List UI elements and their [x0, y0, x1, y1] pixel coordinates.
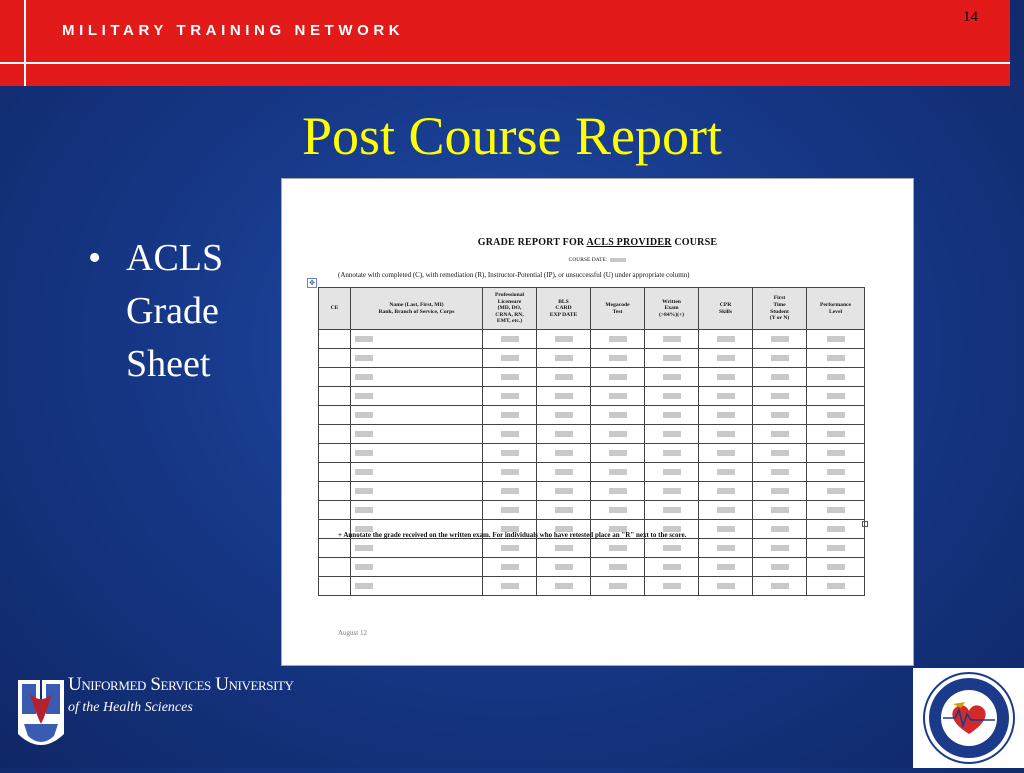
- table-cell[interactable]: [699, 425, 753, 444]
- annotation-instructions: (Annotate with completed (C), with remediation (R), Instructor-Potential (IP), or unsuccessful (U) under appropriate column): [338, 271, 690, 279]
- table-cell[interactable]: [483, 444, 537, 463]
- table-cell[interactable]: [537, 444, 591, 463]
- table-cell[interactable]: [753, 520, 807, 539]
- form-field[interactable]: [609, 488, 627, 494]
- table-row: [319, 444, 865, 463]
- form-field[interactable]: [609, 507, 627, 513]
- table-cell: [319, 368, 351, 387]
- course-date-field: [610, 258, 626, 262]
- table-cell[interactable]: [483, 387, 537, 406]
- slide-title: Post Course Report: [301, 106, 722, 166]
- table-cell[interactable]: [807, 539, 865, 558]
- table-cell[interactable]: [351, 558, 483, 577]
- table-cell[interactable]: [807, 463, 865, 482]
- table-cell[interactable]: [537, 539, 591, 558]
- table-cell[interactable]: [591, 349, 645, 368]
- table-cell: [319, 444, 351, 463]
- table-cell: [319, 349, 351, 368]
- table-cell: [319, 558, 351, 577]
- table-cell[interactable]: [483, 349, 537, 368]
- form-field[interactable]: [663, 545, 681, 551]
- column-header: CE: [319, 288, 351, 330]
- form-field[interactable]: [717, 374, 735, 380]
- heading-suffix: COURSE: [671, 237, 718, 248]
- table-cell[interactable]: [807, 368, 865, 387]
- table-cell[interactable]: [753, 482, 807, 501]
- document-footnote: + Annotate the grade received on the written exam. For individuals who have retested place an "R" next to the score.: [338, 531, 687, 539]
- form-field[interactable]: [501, 469, 519, 475]
- table-move-handle-icon[interactable]: ✥: [307, 278, 317, 288]
- form-field[interactable]: [771, 336, 789, 342]
- table-cell[interactable]: [807, 330, 865, 349]
- form-field[interactable]: [355, 564, 373, 570]
- table-cell[interactable]: [351, 444, 483, 463]
- table-cell[interactable]: [645, 425, 699, 444]
- table-cell[interactable]: [351, 539, 483, 558]
- table-cell[interactable]: [537, 482, 591, 501]
- form-field[interactable]: [717, 564, 735, 570]
- table-cell[interactable]: [645, 558, 699, 577]
- form-field[interactable]: [501, 450, 519, 456]
- table-cell[interactable]: [483, 463, 537, 482]
- table-cell[interactable]: [645, 577, 699, 596]
- table-cell[interactable]: [483, 558, 537, 577]
- form-field[interactable]: [771, 564, 789, 570]
- table-cell[interactable]: [699, 539, 753, 558]
- table-cell[interactable]: [699, 520, 753, 539]
- table-cell[interactable]: [645, 539, 699, 558]
- table-cell[interactable]: [351, 425, 483, 444]
- form-field[interactable]: [555, 431, 573, 437]
- form-field[interactable]: [827, 336, 845, 342]
- form-field[interactable]: [355, 507, 373, 513]
- table-cell[interactable]: [483, 539, 537, 558]
- form-field[interactable]: [355, 469, 373, 475]
- table-cell[interactable]: [591, 368, 645, 387]
- form-field[interactable]: [609, 336, 627, 342]
- form-field[interactable]: [663, 393, 681, 399]
- table-cell[interactable]: [483, 330, 537, 349]
- table-cell[interactable]: [351, 368, 483, 387]
- form-field[interactable]: [555, 469, 573, 475]
- table-cell[interactable]: [537, 406, 591, 425]
- form-field[interactable]: [555, 545, 573, 551]
- table-cell[interactable]: [753, 558, 807, 577]
- table-cell[interactable]: [537, 425, 591, 444]
- bullet-text: ACLS Grade Sheet: [126, 237, 224, 385]
- form-field[interactable]: [827, 469, 845, 475]
- table-cell[interactable]: [645, 501, 699, 520]
- form-field[interactable]: [827, 545, 845, 551]
- form-field[interactable]: [355, 488, 373, 494]
- form-field[interactable]: [609, 412, 627, 418]
- table-cell[interactable]: [753, 577, 807, 596]
- table-cell[interactable]: [537, 558, 591, 577]
- form-field[interactable]: [827, 393, 845, 399]
- table-cell[interactable]: [807, 520, 865, 539]
- table-cell[interactable]: [699, 558, 753, 577]
- table-cell[interactable]: [699, 482, 753, 501]
- column-header: Performance Level: [807, 288, 865, 330]
- form-field[interactable]: [501, 431, 519, 437]
- form-field[interactable]: [717, 545, 735, 551]
- form-field[interactable]: [717, 526, 735, 532]
- form-field[interactable]: [355, 583, 373, 589]
- table-cell[interactable]: [807, 577, 865, 596]
- course-date-row: [282, 257, 913, 263]
- form-field[interactable]: [555, 488, 573, 494]
- form-field[interactable]: [663, 564, 681, 570]
- table-row: [319, 463, 865, 482]
- form-field[interactable]: [771, 393, 789, 399]
- form-field[interactable]: [771, 412, 789, 418]
- form-field[interactable]: [717, 469, 735, 475]
- table-cell[interactable]: [591, 558, 645, 577]
- heading-course: ACLS PROVIDER: [586, 237, 672, 248]
- table-cell[interactable]: [483, 501, 537, 520]
- form-field[interactable]: [555, 450, 573, 456]
- table-row: [319, 482, 865, 501]
- table-cell[interactable]: [753, 463, 807, 482]
- table-cell[interactable]: [807, 444, 865, 463]
- form-field[interactable]: [609, 545, 627, 551]
- header-horizontal-rule: [0, 62, 1010, 64]
- form-field[interactable]: [771, 355, 789, 361]
- form-field[interactable]: [355, 431, 373, 437]
- table-cell[interactable]: [753, 349, 807, 368]
- table-cell[interactable]: [591, 463, 645, 482]
- table-cell[interactable]: [537, 501, 591, 520]
- form-field[interactable]: [827, 583, 845, 589]
- form-field[interactable]: [717, 412, 735, 418]
- table-cell[interactable]: [807, 387, 865, 406]
- table-cell[interactable]: [537, 577, 591, 596]
- form-field[interactable]: [663, 469, 681, 475]
- table-cell[interactable]: [537, 330, 591, 349]
- table-cell[interactable]: [753, 330, 807, 349]
- table-cell[interactable]: [807, 482, 865, 501]
- usu-shield-icon: [16, 674, 66, 754]
- form-field[interactable]: [771, 469, 789, 475]
- table-resize-handle[interactable]: [862, 521, 868, 527]
- form-field[interactable]: [609, 450, 627, 456]
- table-cell[interactable]: [351, 463, 483, 482]
- form-field[interactable]: [663, 583, 681, 589]
- grade-report-document: [281, 178, 914, 666]
- table-cell[interactable]: [351, 349, 483, 368]
- form-field[interactable]: [663, 412, 681, 418]
- table-row: [319, 406, 865, 425]
- form-field[interactable]: [827, 431, 845, 437]
- mtn-seal-logo: [913, 668, 1024, 768]
- form-field[interactable]: [555, 393, 573, 399]
- table-cell[interactable]: [537, 368, 591, 387]
- table-cell[interactable]: [591, 444, 645, 463]
- table-cell[interactable]: [591, 330, 645, 349]
- form-field[interactable]: [663, 488, 681, 494]
- form-field[interactable]: [555, 336, 573, 342]
- form-field[interactable]: [555, 564, 573, 570]
- form-field[interactable]: [501, 583, 519, 589]
- table-cell[interactable]: [699, 387, 753, 406]
- form-field[interactable]: [501, 545, 519, 551]
- form-field[interactable]: [555, 583, 573, 589]
- form-field[interactable]: [827, 450, 845, 456]
- table-cell[interactable]: [483, 577, 537, 596]
- table-cell[interactable]: [591, 501, 645, 520]
- table-row: [319, 330, 865, 349]
- table-cell[interactable]: [753, 406, 807, 425]
- table-cell[interactable]: [645, 387, 699, 406]
- table-cell[interactable]: [591, 482, 645, 501]
- form-field[interactable]: [501, 412, 519, 418]
- header-vertical-rule: [24, 0, 26, 86]
- table-cell[interactable]: [699, 577, 753, 596]
- table-body: [319, 330, 865, 596]
- table-cell[interactable]: [645, 368, 699, 387]
- table-row: [319, 539, 865, 558]
- form-field[interactable]: [771, 526, 789, 532]
- table-row: [319, 558, 865, 577]
- table-cell: [319, 501, 351, 520]
- table-cell[interactable]: [807, 425, 865, 444]
- form-field[interactable]: [501, 488, 519, 494]
- table-cell[interactable]: [753, 501, 807, 520]
- form-field[interactable]: [717, 450, 735, 456]
- form-field[interactable]: [555, 374, 573, 380]
- table-cell[interactable]: [807, 406, 865, 425]
- table-cell[interactable]: [483, 406, 537, 425]
- form-field[interactable]: [555, 355, 573, 361]
- table-cell[interactable]: [645, 482, 699, 501]
- column-header: CPR Skills: [699, 288, 753, 330]
- table-cell[interactable]: [483, 368, 537, 387]
- table-cell[interactable]: [537, 387, 591, 406]
- page-number: 14: [963, 9, 978, 25]
- form-field[interactable]: [501, 393, 519, 399]
- form-field[interactable]: [355, 393, 373, 399]
- bullet-item: [88, 232, 256, 391]
- form-field[interactable]: [717, 393, 735, 399]
- form-field[interactable]: [827, 488, 845, 494]
- document-footer-date: August 12: [338, 629, 367, 637]
- table-cell[interactable]: [351, 577, 483, 596]
- form-field[interactable]: [501, 336, 519, 342]
- table-cell[interactable]: [699, 444, 753, 463]
- table-header-row: [319, 288, 865, 330]
- form-field[interactable]: [771, 374, 789, 380]
- table-cell[interactable]: [351, 387, 483, 406]
- form-field[interactable]: [355, 336, 373, 342]
- table-cell[interactable]: [591, 539, 645, 558]
- form-field[interactable]: [771, 583, 789, 589]
- form-field[interactable]: [663, 507, 681, 513]
- table-cell[interactable]: [807, 501, 865, 520]
- form-field[interactable]: [717, 355, 735, 361]
- form-field[interactable]: [501, 507, 519, 513]
- table-cell[interactable]: [699, 463, 753, 482]
- form-field[interactable]: [663, 374, 681, 380]
- column-header: Megacode Test: [591, 288, 645, 330]
- table-cell: [319, 463, 351, 482]
- form-field[interactable]: [717, 488, 735, 494]
- table-cell[interactable]: [591, 406, 645, 425]
- form-field[interactable]: [355, 374, 373, 380]
- form-field[interactable]: [827, 355, 845, 361]
- form-field[interactable]: [355, 412, 373, 418]
- form-field[interactable]: [771, 431, 789, 437]
- table-cell[interactable]: [483, 482, 537, 501]
- form-field[interactable]: [771, 488, 789, 494]
- table-cell[interactable]: [753, 539, 807, 558]
- form-field[interactable]: [663, 450, 681, 456]
- table-cell[interactable]: [591, 425, 645, 444]
- table-cell[interactable]: [753, 425, 807, 444]
- table-cell[interactable]: [591, 577, 645, 596]
- table-cell[interactable]: [699, 368, 753, 387]
- column-header: Written Exam (>84%)(+): [645, 288, 699, 330]
- table-row: [319, 349, 865, 368]
- form-field[interactable]: [827, 412, 845, 418]
- usu-subtitle: of the Health Sciences: [68, 700, 193, 715]
- document-heading: [282, 237, 913, 248]
- bullet-list: [88, 232, 256, 391]
- heading-prefix: GRADE REPORT FOR: [477, 237, 587, 248]
- usu-logo: [16, 674, 356, 754]
- column-header: BLS CARD EXP DATE: [537, 288, 591, 330]
- table-cell[interactable]: [807, 558, 865, 577]
- form-field[interactable]: [827, 507, 845, 513]
- form-field[interactable]: [717, 336, 735, 342]
- form-field[interactable]: [609, 583, 627, 589]
- table-cell[interactable]: [591, 387, 645, 406]
- table-cell[interactable]: [351, 406, 483, 425]
- table-cell[interactable]: [537, 349, 591, 368]
- form-field[interactable]: [771, 507, 789, 513]
- mtn-seal-icon: [913, 668, 1024, 768]
- table-cell[interactable]: [537, 463, 591, 482]
- table-cell: [319, 539, 351, 558]
- column-header: Professional Licensure (MD, DO, CRNA, RN, EMT, etc.): [483, 288, 537, 330]
- form-field[interactable]: [609, 431, 627, 437]
- table-cell: [319, 425, 351, 444]
- form-field[interactable]: [827, 564, 845, 570]
- form-field[interactable]: [355, 545, 373, 551]
- form-field[interactable]: [663, 431, 681, 437]
- bullet-dot: •: [88, 237, 102, 279]
- table-row: [319, 501, 865, 520]
- form-field[interactable]: [771, 545, 789, 551]
- table-row: [319, 425, 865, 444]
- usu-name: Uniformed Services University: [68, 674, 294, 695]
- course-date-label: COURSE DATE:: [568, 257, 608, 263]
- form-field[interactable]: [501, 564, 519, 570]
- table-cell[interactable]: [351, 501, 483, 520]
- table-cell[interactable]: [645, 463, 699, 482]
- form-field[interactable]: [355, 450, 373, 456]
- table-cell[interactable]: [753, 387, 807, 406]
- form-field[interactable]: [717, 431, 735, 437]
- column-header: Name (Last, First, MI) Rank, Branch of Service, Corps: [351, 288, 483, 330]
- table-cell[interactable]: [753, 444, 807, 463]
- form-field[interactable]: [501, 355, 519, 361]
- form-field[interactable]: [609, 393, 627, 399]
- table-cell: [319, 330, 351, 349]
- table-cell[interactable]: [645, 444, 699, 463]
- form-field[interactable]: [609, 355, 627, 361]
- table-cell[interactable]: [699, 349, 753, 368]
- table-cell[interactable]: [807, 349, 865, 368]
- form-field[interactable]: [771, 450, 789, 456]
- form-field[interactable]: [609, 564, 627, 570]
- grade-table: [318, 287, 865, 596]
- table-cell: [319, 406, 351, 425]
- table-cell[interactable]: [483, 425, 537, 444]
- table-cell[interactable]: [645, 330, 699, 349]
- table-cell[interactable]: [699, 406, 753, 425]
- table-cell[interactable]: [351, 482, 483, 501]
- table-row: [319, 368, 865, 387]
- form-field[interactable]: [609, 469, 627, 475]
- form-field[interactable]: [717, 507, 735, 513]
- form-field[interactable]: [717, 583, 735, 589]
- table-cell[interactable]: [753, 368, 807, 387]
- column-header: First Time Student (Y or N): [753, 288, 807, 330]
- table-cell[interactable]: [351, 330, 483, 349]
- form-field[interactable]: [663, 355, 681, 361]
- form-field[interactable]: [555, 412, 573, 418]
- header-bar: [0, 0, 1010, 86]
- table-cell[interactable]: [699, 330, 753, 349]
- table-cell: [319, 482, 351, 501]
- form-field[interactable]: [827, 374, 845, 380]
- form-field[interactable]: [555, 507, 573, 513]
- table-row: [319, 577, 865, 596]
- table-row: [319, 387, 865, 406]
- form-field[interactable]: [663, 336, 681, 342]
- form-field[interactable]: [355, 355, 373, 361]
- table-cell[interactable]: [645, 349, 699, 368]
- table-cell: [319, 387, 351, 406]
- form-field[interactable]: [609, 374, 627, 380]
- table-cell: [319, 577, 351, 596]
- form-field[interactable]: [501, 374, 519, 380]
- network-name: MILITARY TRAINING NETWORK: [62, 22, 405, 39]
- form-field[interactable]: [827, 526, 845, 532]
- table-cell[interactable]: [699, 501, 753, 520]
- table-cell[interactable]: [645, 406, 699, 425]
